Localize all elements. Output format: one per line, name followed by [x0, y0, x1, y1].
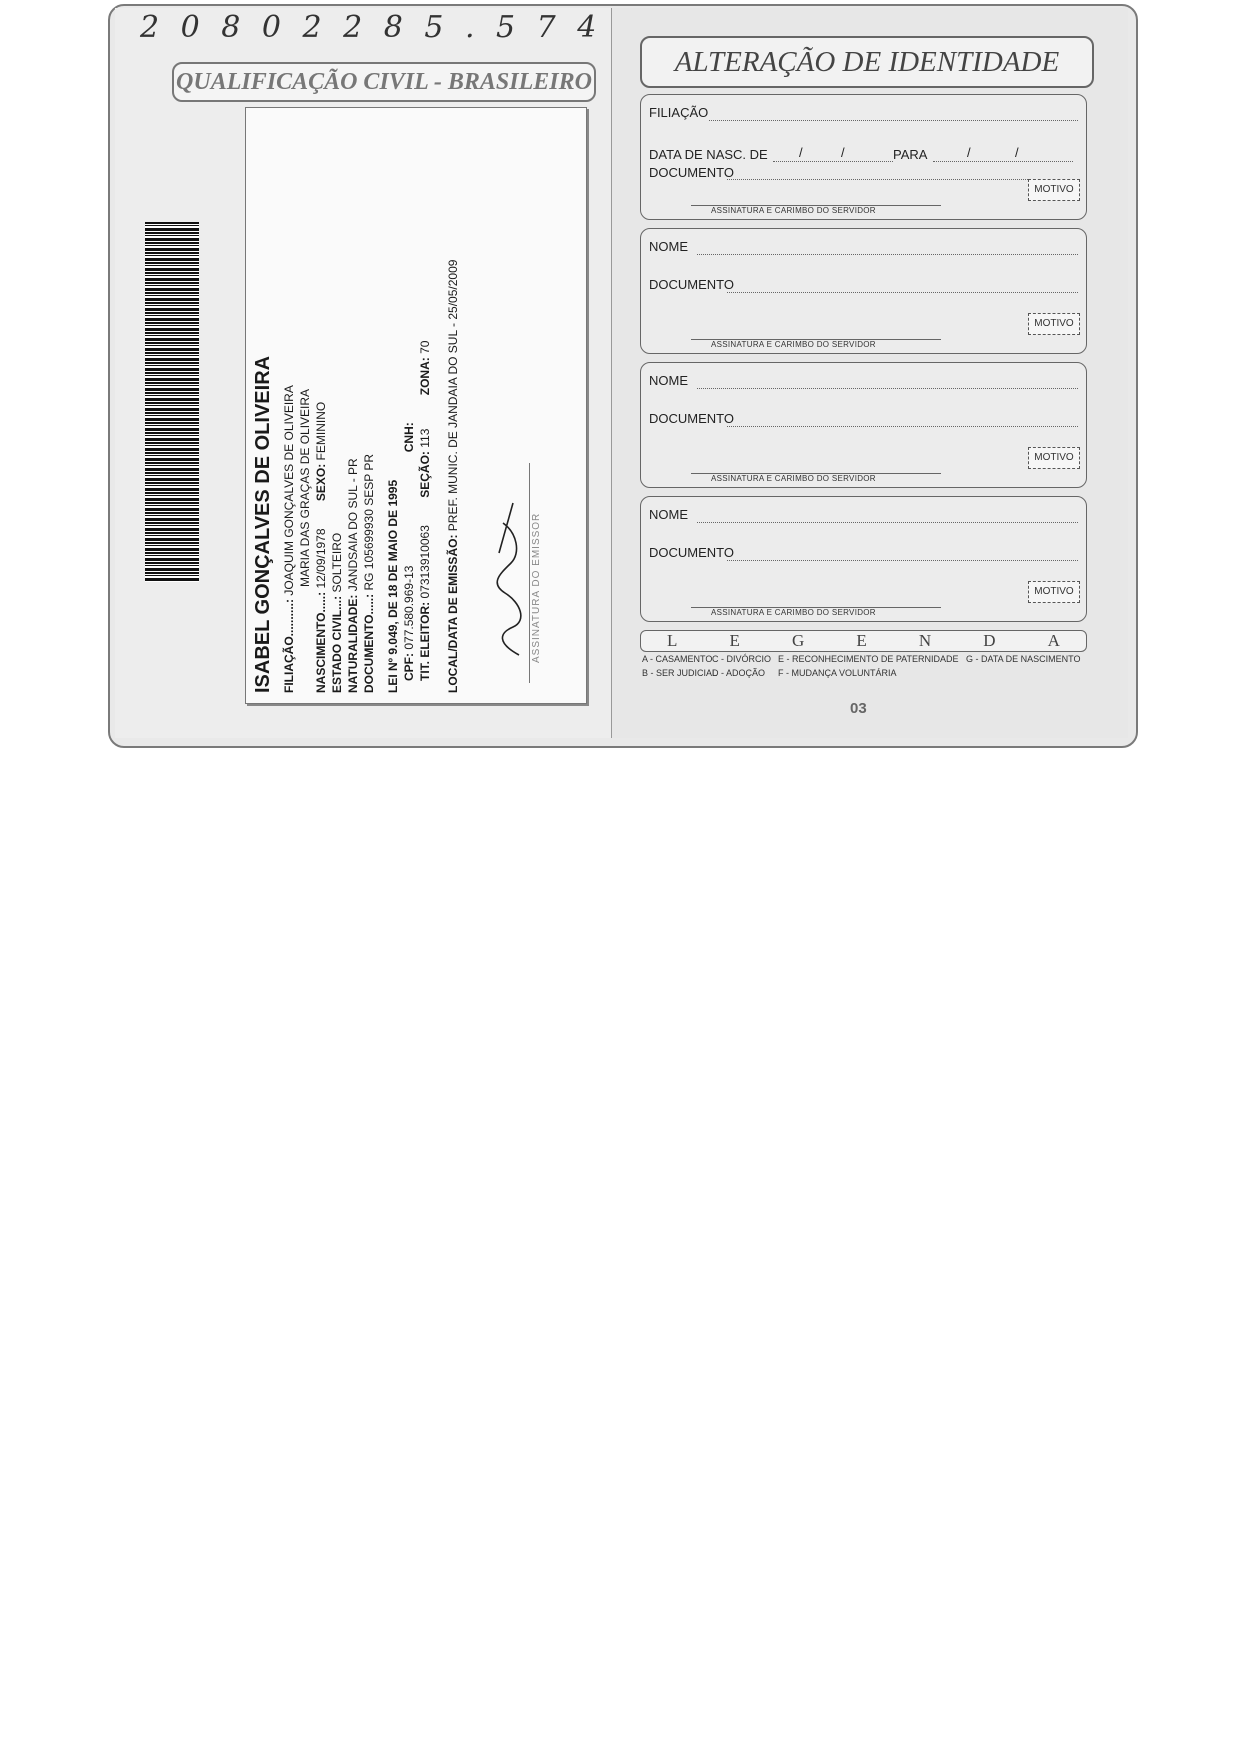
date-slash: /	[1015, 145, 1019, 160]
cnh-label: CNH:	[402, 422, 416, 453]
legend-letter: G	[792, 631, 805, 650]
motivo-box[interactable]: MOTIVO	[1028, 313, 1080, 335]
alteration-section-nome-3	[640, 496, 1087, 622]
legend-d: D - ADOÇÃO	[712, 668, 766, 678]
documento-field-line[interactable]	[727, 179, 1078, 180]
nascimento-value: 12/09/1978	[314, 528, 328, 589]
documento-field-label: DOCUMENTO	[649, 277, 734, 292]
estado-civil-label: ESTADO CIVIL...:	[330, 595, 344, 693]
secao-value: 113	[418, 428, 432, 448]
local-emissao-row	[446, 260, 460, 693]
legend-letter: E	[856, 631, 867, 650]
alteration-section-nome-1	[640, 228, 1087, 354]
motivo-box[interactable]: MOTIVO	[1028, 447, 1080, 469]
sexo-value: FEMININO	[314, 401, 328, 461]
local-emissao-value: PREF. MUNIC. DE JANDAIA DO SUL - 25/05/2009	[446, 259, 460, 532]
alteration-section-nome-2	[640, 362, 1087, 488]
servidor-signature-label: ASSINATURA E CARIMBO DO SERVIDOR	[711, 608, 876, 617]
barcode	[145, 222, 199, 582]
legend-header	[640, 630, 1087, 652]
legend-letter: E	[729, 631, 740, 650]
servidor-signature-label: ASSINATURA E CARIMBO DO SERVIDOR	[711, 206, 876, 215]
nome-field-label: NOME	[649, 507, 688, 522]
documento-field-label: DOCUMENTO	[649, 545, 734, 560]
zona-value: 70	[418, 340, 432, 354]
estado-civil-row	[330, 533, 344, 693]
signature-line	[529, 463, 530, 683]
legend-letter: D	[983, 631, 996, 650]
legend-c: C - DIVÓRCIO	[712, 654, 772, 664]
zona-label: ZONA:	[418, 357, 432, 396]
filiacao-row	[282, 385, 296, 693]
date-slash: /	[841, 145, 845, 160]
documento-value: RG 105699930 SESP PR	[362, 453, 376, 591]
motivo-box[interactable]: MOTIVO	[1028, 581, 1080, 603]
holder-name: ISABEL GONÇALVES DE OLIVEIRA	[252, 355, 274, 693]
cpf-row	[402, 422, 416, 681]
documento-field-line[interactable]	[727, 426, 1078, 427]
alteration-section-filiacao	[640, 94, 1087, 220]
filiacao-father: JOAQUIM GONÇALVES DE OLIVEIRA	[282, 385, 296, 596]
naturalidade-value: JANDSAIA DO SUL - PR	[346, 458, 360, 592]
legend-letter: L	[667, 631, 678, 650]
data-nasc-label: DATA DE NASC. DE	[649, 147, 768, 162]
nome-field-line[interactable]	[697, 388, 1078, 389]
documento-field-label: DOCUMENTO	[649, 165, 734, 180]
titulo-row	[418, 341, 432, 681]
civil-qualification-card	[245, 107, 587, 704]
secao-label: SEÇÃO:	[418, 451, 432, 498]
servidor-signature-label: ASSINATURA E CARIMBO DO SERVIDOR	[711, 474, 876, 483]
servidor-signature-label: ASSINATURA E CARIMBO DO SERVIDOR	[711, 340, 876, 349]
documento-field-line[interactable]	[727, 292, 1078, 293]
documento-row	[362, 454, 376, 693]
filiacao-mother: MARIA DAS GRAÇAS DE OLIVEIRA	[298, 388, 312, 587]
titulo-value: 07313910063	[418, 525, 432, 599]
legend-letter: A	[1047, 631, 1060, 650]
date-slash: /	[799, 145, 803, 160]
filiacao-field-label: FILIAÇÃO	[649, 105, 709, 120]
para-label: PARA	[893, 147, 928, 162]
estado-civil-value: SOLTEIRO	[330, 532, 344, 593]
date-slash: /	[967, 145, 971, 160]
motivo-box[interactable]: MOTIVO	[1028, 179, 1080, 201]
documento-field-line[interactable]	[727, 560, 1078, 561]
handwritten-number: 2 0 8 0 2 2 8 5 . 5 7 4	[140, 10, 603, 45]
issuer-signature	[491, 493, 525, 663]
sexo-label: SEXO:	[314, 463, 328, 502]
nome-field-label: NOME	[649, 239, 688, 254]
nascimento-row	[314, 402, 328, 693]
legend-e: E - RECONHECIMENTO DE PATERNIDADE	[778, 654, 959, 664]
data-nasc-to-line[interactable]	[933, 161, 1073, 162]
naturalidade-row	[346, 458, 360, 693]
filiacao-mother-row	[298, 389, 312, 587]
legend-b: B - SER JUDICIAL	[642, 668, 718, 678]
page-number: 03	[850, 700, 867, 717]
signature-label: ASSINATURA DO EMISSOR	[531, 512, 542, 663]
legend-f: F - MUDANÇA VOLUNTÁRIA	[778, 668, 897, 678]
qualification-header: QUALIFICAÇÃO CIVIL - BRASILEIRO	[172, 62, 596, 102]
alteration-title: ALTERAÇÃO DE IDENTIDADE	[640, 36, 1094, 88]
lei-row: LEI Nº 9.049, DE 18 DE MAIO DE 1995	[386, 479, 400, 693]
documento-label: DOCUMENTO.....:	[362, 593, 376, 693]
legend-letter: N	[918, 631, 932, 650]
documento-field-label: DOCUMENTO	[649, 411, 734, 426]
cpf-label: CPF:	[402, 653, 416, 681]
naturalidade-label: NATURALIDADE:	[346, 594, 360, 693]
data-nasc-from-line[interactable]	[773, 161, 893, 162]
legend-entries	[640, 652, 1085, 684]
legend-a: A - CASAMENTO	[642, 654, 713, 664]
nome-field-line[interactable]	[697, 522, 1078, 523]
nome-field-line[interactable]	[697, 254, 1078, 255]
cpf-value: 077.580.969-13	[402, 565, 416, 650]
nome-field-label: NOME	[649, 373, 688, 388]
filiacao-field-line[interactable]	[709, 120, 1078, 121]
filiacao-label: FILIAÇÃO..........:	[282, 599, 296, 693]
nascimento-label: NASCIMENTO.....:	[314, 591, 328, 693]
legend-g: G - DATA DE NASCIMENTO	[966, 654, 1081, 664]
local-emissao-label: LOCAL/DATA DE EMISSÃO:	[446, 534, 460, 693]
titulo-label: TIT. ELEITOR:	[418, 601, 432, 681]
